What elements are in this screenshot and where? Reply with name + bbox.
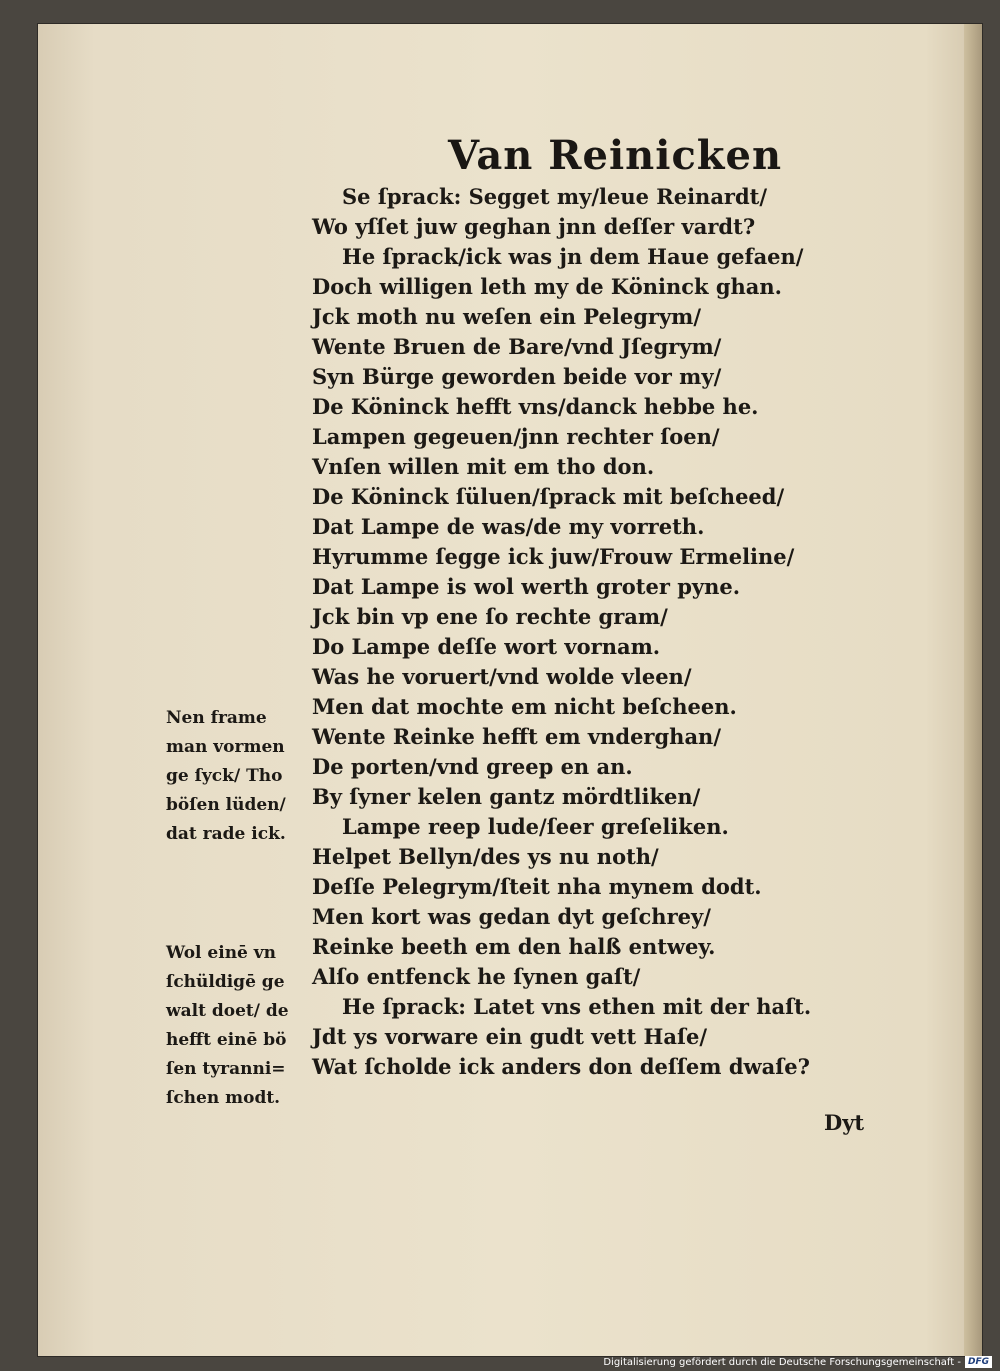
gloss-line: ſen tyranni= [166, 1059, 286, 1079]
gloss-line: ge ſyck/ Tho [166, 766, 283, 786]
catchword: Dyt [824, 1110, 865, 1135]
verse-line: Jdt ys vorware ein gudt vett Haſe/ [312, 1024, 708, 1049]
verse-line: Men kort was gedan dyt geſchrey/ [312, 904, 711, 929]
gloss-line: Wol einē vn [166, 943, 277, 963]
verse-line: De porten/vnd greep en an. [312, 754, 633, 779]
verse-line: Wo yſſet juw geghan jnn deſſer vardt? [312, 214, 756, 239]
verse-line: Syn Bürge geworden beide vor my/ [312, 364, 722, 389]
verse-line: Jck moth nu weſen ein Pelegrym/ [312, 304, 702, 329]
verse-line: Wat ſcholde ick anders don deſſem dwaſe? [312, 1054, 810, 1079]
gloss-line: ſchüldigē ge [166, 972, 285, 992]
verse-line: Hyrumme ſegge ick juw/Frouw Ermeline/ [312, 544, 795, 569]
verse-line: Deſſe Pelegrym/ſteit nha mynem dodt. [312, 874, 762, 899]
verse-line: Jck bin vp ene ſo rechte gram/ [312, 604, 668, 629]
gloss-line: dat rade ick. [166, 824, 286, 844]
gloss-line: hefft einē bö [166, 1030, 287, 1050]
verse-line: Dat Lampe is wol werth groter pyne. [312, 574, 741, 599]
verse-line: Reinke beeth em den halß entwey. [312, 934, 716, 959]
verse-line: Lampen gegeuen/jnn rechter ſoen/ [312, 424, 720, 449]
verse-line: By ſyner kelen gantz mördtliken/ [312, 784, 701, 809]
verse-line: De Köninck hefft vns/danck hebbe he. [312, 394, 759, 419]
gloss-line: Nen frame [166, 708, 267, 728]
digitization-credit [603, 1355, 992, 1369]
verse-line: Wente Bruen de Bare/vnd Jſegrym/ [312, 334, 722, 359]
verse-line: Doch willigen leth my de Köninck ghan. [312, 274, 782, 299]
verse-line: Helpet Bellyn/des ys nu noth/ [312, 844, 659, 869]
verse-column [312, 182, 872, 1082]
verse-line: He ſprack: Latet vns ethen mit der haſt. [342, 994, 812, 1019]
verse-line: He ſprack/ick was jn dem Haue gefaen/ [342, 244, 804, 269]
verse-line: De Köninck ſüluen/ſprack mit beſcheed/ [312, 484, 785, 509]
book-page [38, 24, 982, 1356]
dfg-logo: DFG [965, 1356, 992, 1368]
verse-line: Was he voruert/vnd wolde vleen/ [312, 664, 692, 689]
footer-text: Digitalisierung gefördert durch die Deutsche Forschungsgemeinschaft - [603, 1356, 961, 1368]
verse-line: Dat Lampe de was/de my vorreth. [312, 514, 705, 539]
gloss-line: böſen lüden/ [166, 795, 286, 815]
verse-line: Men dat mochte em nicht beſcheen. [312, 694, 737, 719]
verse-line: Vnſen willen mit em tho don. [312, 454, 655, 479]
gloss-line: walt doet/ de [166, 1001, 289, 1021]
verse-line: Lampe reep lude/ſeer greſeliken. [342, 814, 729, 839]
verse-line: Wente Reinke hefft em vnderghan/ [312, 724, 721, 749]
verse-line: Alſo entfenck he ſynen gaſt/ [312, 964, 641, 989]
verse-line: Do Lampe deſſe wort vornam. [312, 634, 661, 659]
running-title: Van Reinicken [448, 132, 783, 179]
page-edge-shadow [964, 24, 982, 1356]
marginal-gloss-2 [166, 939, 308, 1113]
gloss-line: ſchen modt. [166, 1088, 281, 1108]
gloss-line: man vormen [166, 737, 285, 757]
verse-line: Se ſprack: Segget my/leue Reinardt/ [342, 184, 768, 209]
marginal-gloss-1 [166, 704, 308, 849]
